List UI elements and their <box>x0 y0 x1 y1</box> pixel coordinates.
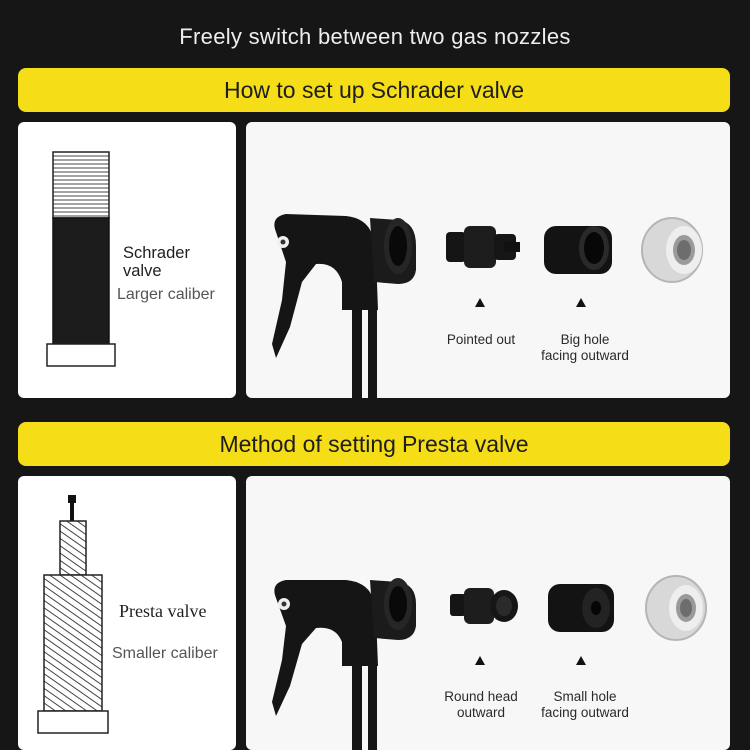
presta-diagram-panel <box>18 476 236 750</box>
rubber-seal-icon <box>544 226 612 274</box>
schrader-diagram-panel <box>18 122 236 398</box>
schrader-label-line2: valve <box>123 262 162 280</box>
caption-line: facing outward <box>541 348 629 363</box>
caption-line: Small hole <box>553 689 617 704</box>
presta-banner-valve: Presta valve <box>401 430 529 457</box>
presta-parts-photo <box>246 476 730 750</box>
schrader-banner-text: How to set up <box>223 76 365 103</box>
caption-round-head <box>431 689 531 721</box>
knurled-nut-icon <box>646 576 706 640</box>
pump-head-icon <box>272 578 416 750</box>
up-triangle-icon <box>475 298 485 307</box>
schrader-banner-valve: Schrader valve <box>370 76 525 103</box>
page-title: Freely switch between two gas nozzles <box>179 24 571 49</box>
schrader-parts-svg <box>246 122 730 398</box>
rubber-seal-icon <box>548 584 614 632</box>
caption-big-hole <box>530 332 640 364</box>
schrader-banner <box>18 68 730 112</box>
presta-banner-text: Method of setting <box>219 430 396 457</box>
caption-line: Round head <box>444 689 518 704</box>
caption-line: outward <box>456 705 506 720</box>
presta-valve-label: Presta valve <box>119 601 207 621</box>
adapter-core-icon <box>446 226 520 268</box>
larger-caliber-label: Larger caliber <box>117 286 215 303</box>
schrader-label-line1: Schrader <box>123 244 190 262</box>
smaller-caliber-label: Smaller caliber <box>112 645 218 662</box>
up-triangle-icon <box>576 656 586 665</box>
caption-line: Pointed out <box>446 332 516 347</box>
caption-line: facing outward <box>541 705 629 720</box>
schrader-parts-photo <box>246 122 730 398</box>
up-triangle-icon <box>475 656 485 665</box>
caption-small-hole <box>530 689 640 721</box>
caption-pointed-out <box>436 332 526 348</box>
pump-head-icon <box>272 214 416 398</box>
knurled-nut-icon <box>642 218 702 282</box>
adapter-core-icon <box>450 588 518 624</box>
presta-banner <box>18 422 730 466</box>
schrader-valve-label <box>123 244 190 280</box>
caption-line: Big hole <box>560 332 610 347</box>
up-triangle-icon <box>576 298 586 307</box>
